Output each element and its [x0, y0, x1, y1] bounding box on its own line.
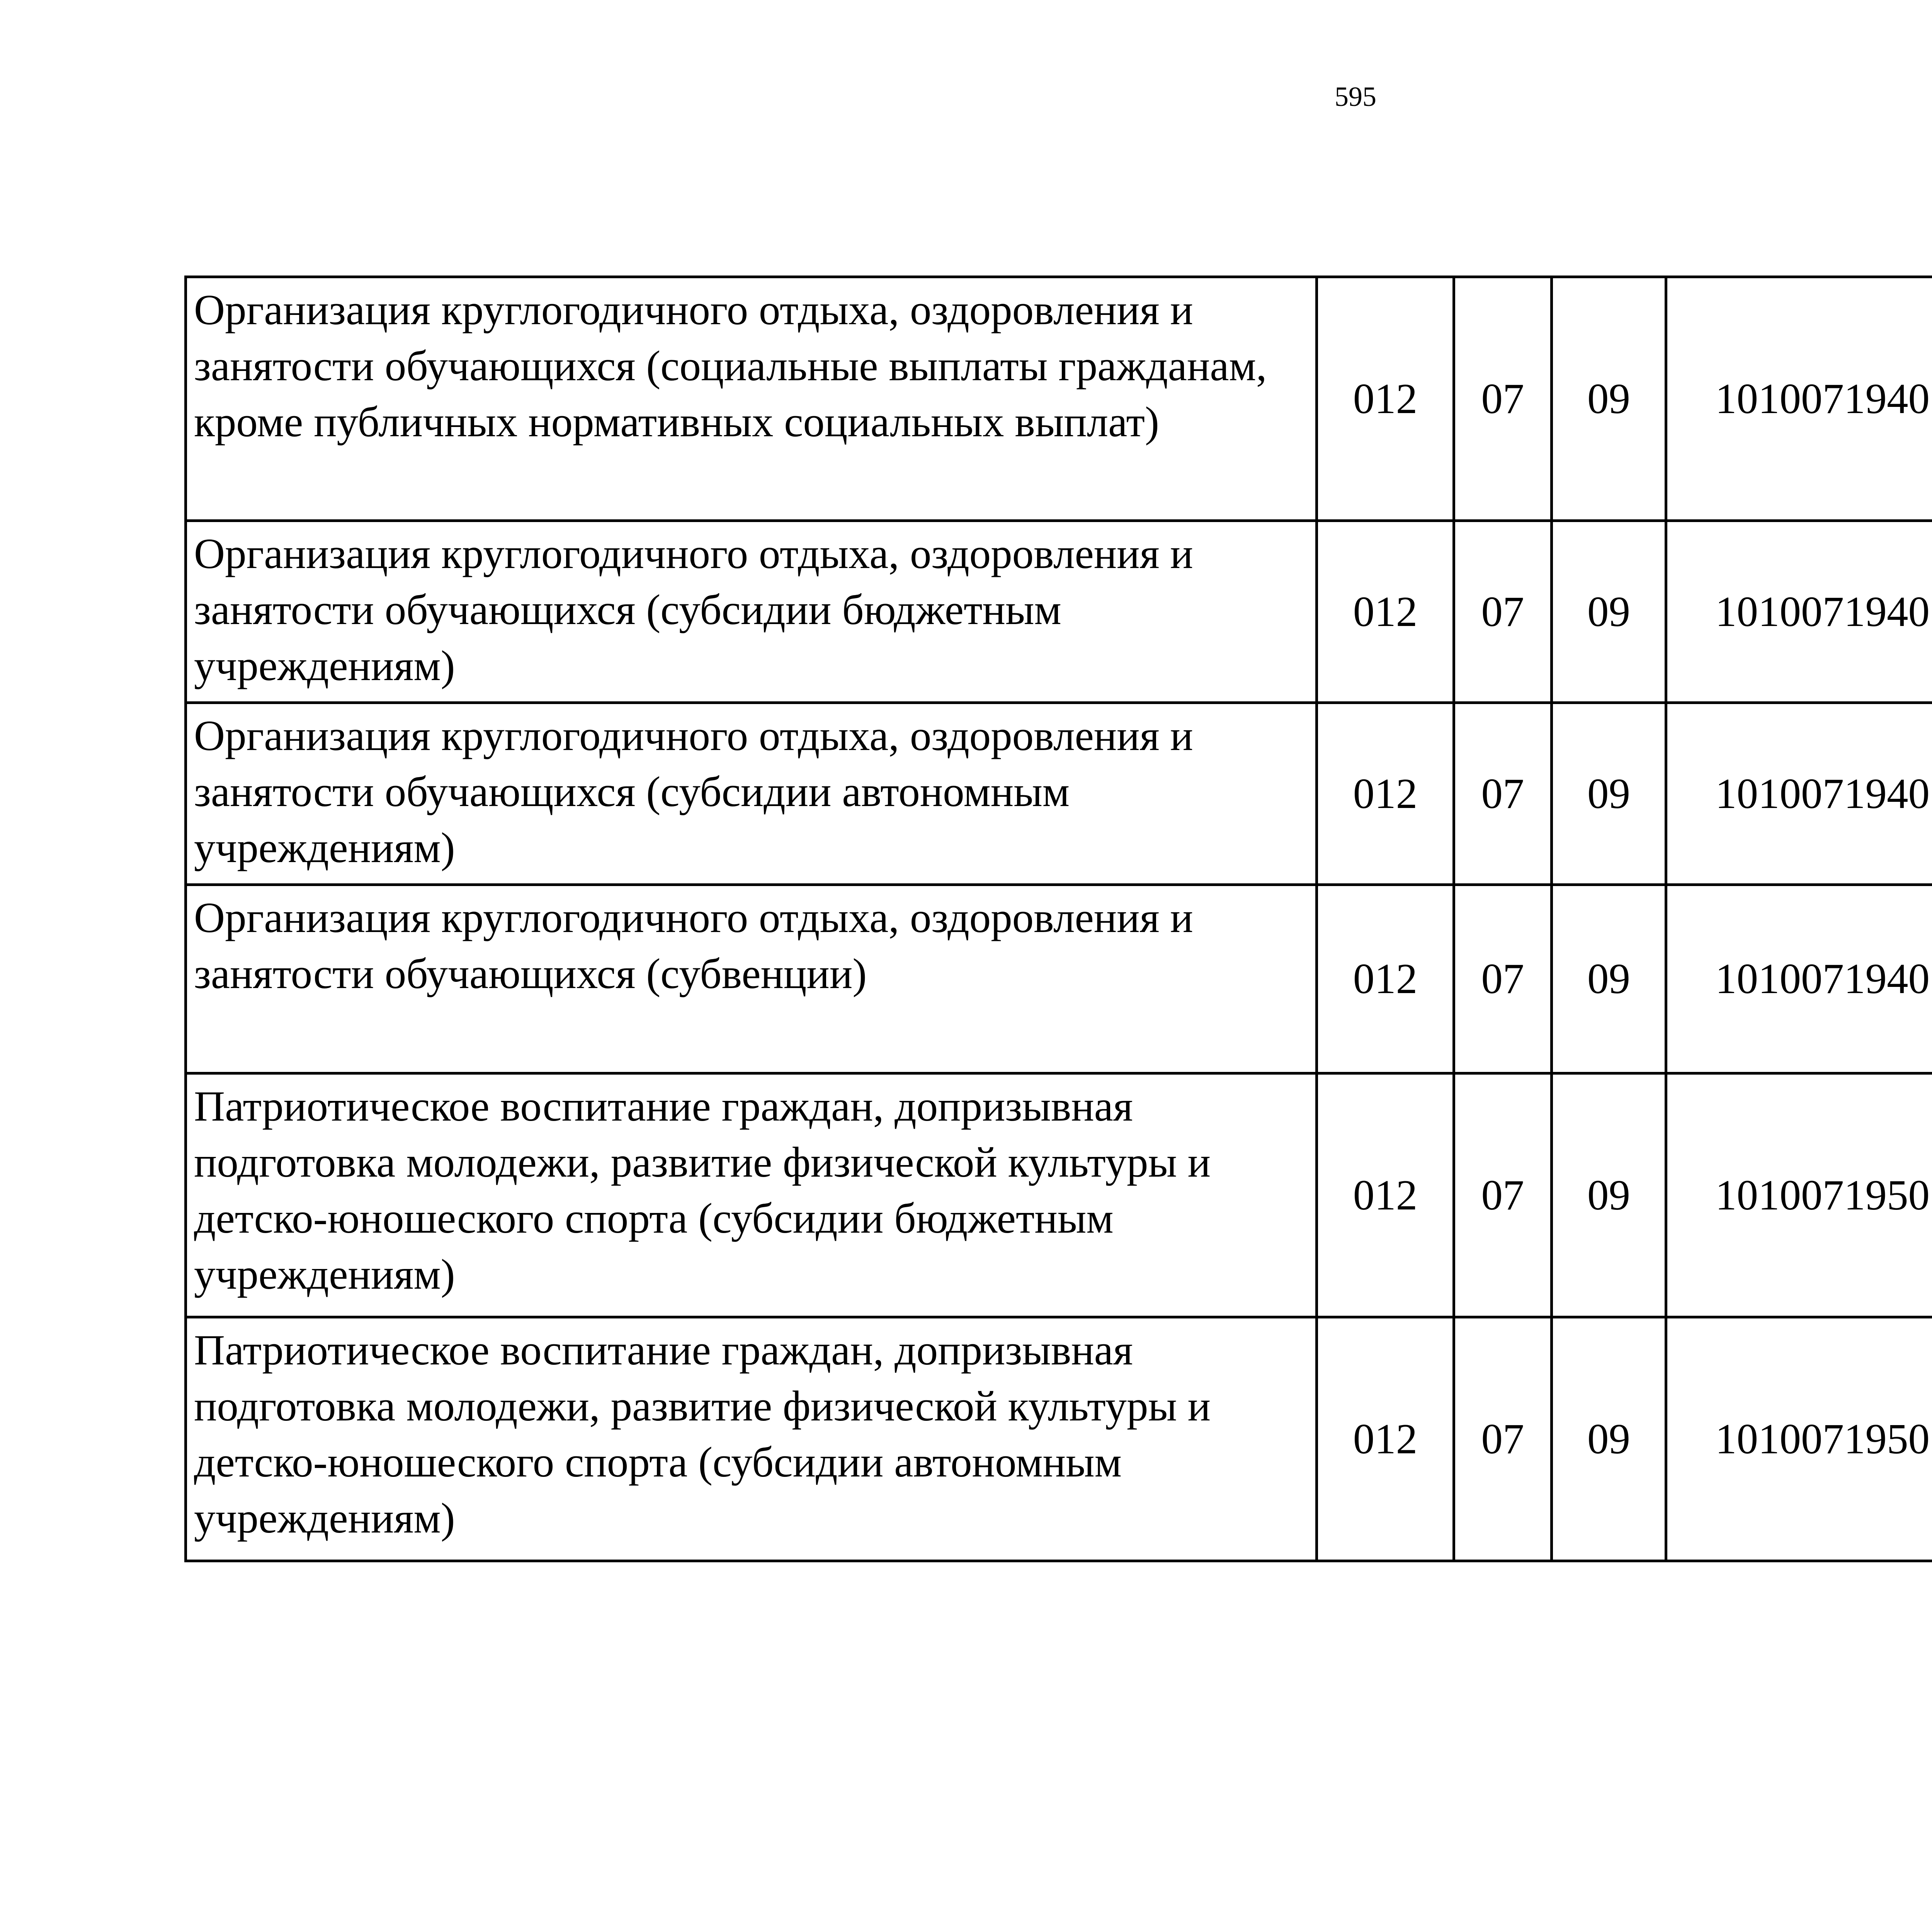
subsection-code: 09: [1552, 1073, 1666, 1317]
ministry-code: 012: [1317, 1317, 1454, 1561]
target-article-code: 1010071950: [1666, 1317, 1932, 1561]
section-code: 07: [1454, 1073, 1552, 1317]
target-article-code: 1010071940: [1666, 703, 1932, 885]
expense-description: Организация круглогодичного отдыха, оздоровления и занятости обучающихся (субсидии автономным учреждениям): [186, 703, 1317, 885]
ministry-code: 012: [1317, 521, 1454, 703]
expense-description: Организация круглогодичного отдыха, оздоровления и занятости обучающихся (социальные выплаты гражданам, кроме публичных нормативных социальных выплат): [186, 277, 1317, 521]
target-article-code: 1010071940: [1666, 277, 1932, 521]
target-article-code: 1010071940: [1666, 885, 1932, 1073]
expense-description: Организация круглогодичного отдыха, оздоровления и занятости обучающихся (субсидии бюджетным учреждениям): [186, 521, 1317, 703]
target-article-code: 1010071950: [1666, 1073, 1932, 1317]
table-row: [186, 703, 1932, 885]
ministry-code: 012: [1317, 1073, 1454, 1317]
section-code: 07: [1454, 885, 1552, 1073]
section-code: 07: [1454, 703, 1552, 885]
section-code: 07: [1454, 521, 1552, 703]
target-article-code: 1010071940: [1666, 521, 1932, 703]
section-code: 07: [1454, 277, 1552, 521]
page-number: 595: [1335, 81, 1376, 112]
table-row: [186, 1317, 1932, 1561]
expense-description: Организация круглогодичного отдыха, оздоровления и занятости обучающихся (субвенции): [186, 885, 1317, 1073]
ministry-code: 012: [1317, 703, 1454, 885]
subsection-code: 09: [1552, 1317, 1666, 1561]
ministry-code: 012: [1317, 885, 1454, 1073]
table-row: [186, 521, 1932, 703]
expense-description: Патриотическое воспитание граждан, допризывная подготовка молодежи, развитие физической культуры и детско-юношеского спорта (субсидии бюджетным учреждениям): [186, 1073, 1317, 1317]
subsection-code: 09: [1552, 703, 1666, 885]
subsection-code: 09: [1552, 885, 1666, 1073]
budget-table: [184, 276, 1932, 1562]
subsection-code: 09: [1552, 277, 1666, 521]
table-row: [186, 277, 1932, 521]
expense-description: Патриотическое воспитание граждан, допризывная подготовка молодежи, развитие физической культуры и детско-юношеского спорта (субсидии автономным учреждениям): [186, 1317, 1317, 1561]
table-row: [186, 885, 1932, 1073]
section-code: 07: [1454, 1317, 1552, 1561]
subsection-code: 09: [1552, 521, 1666, 703]
ministry-code: 012: [1317, 277, 1454, 521]
table-row: [186, 1073, 1932, 1317]
